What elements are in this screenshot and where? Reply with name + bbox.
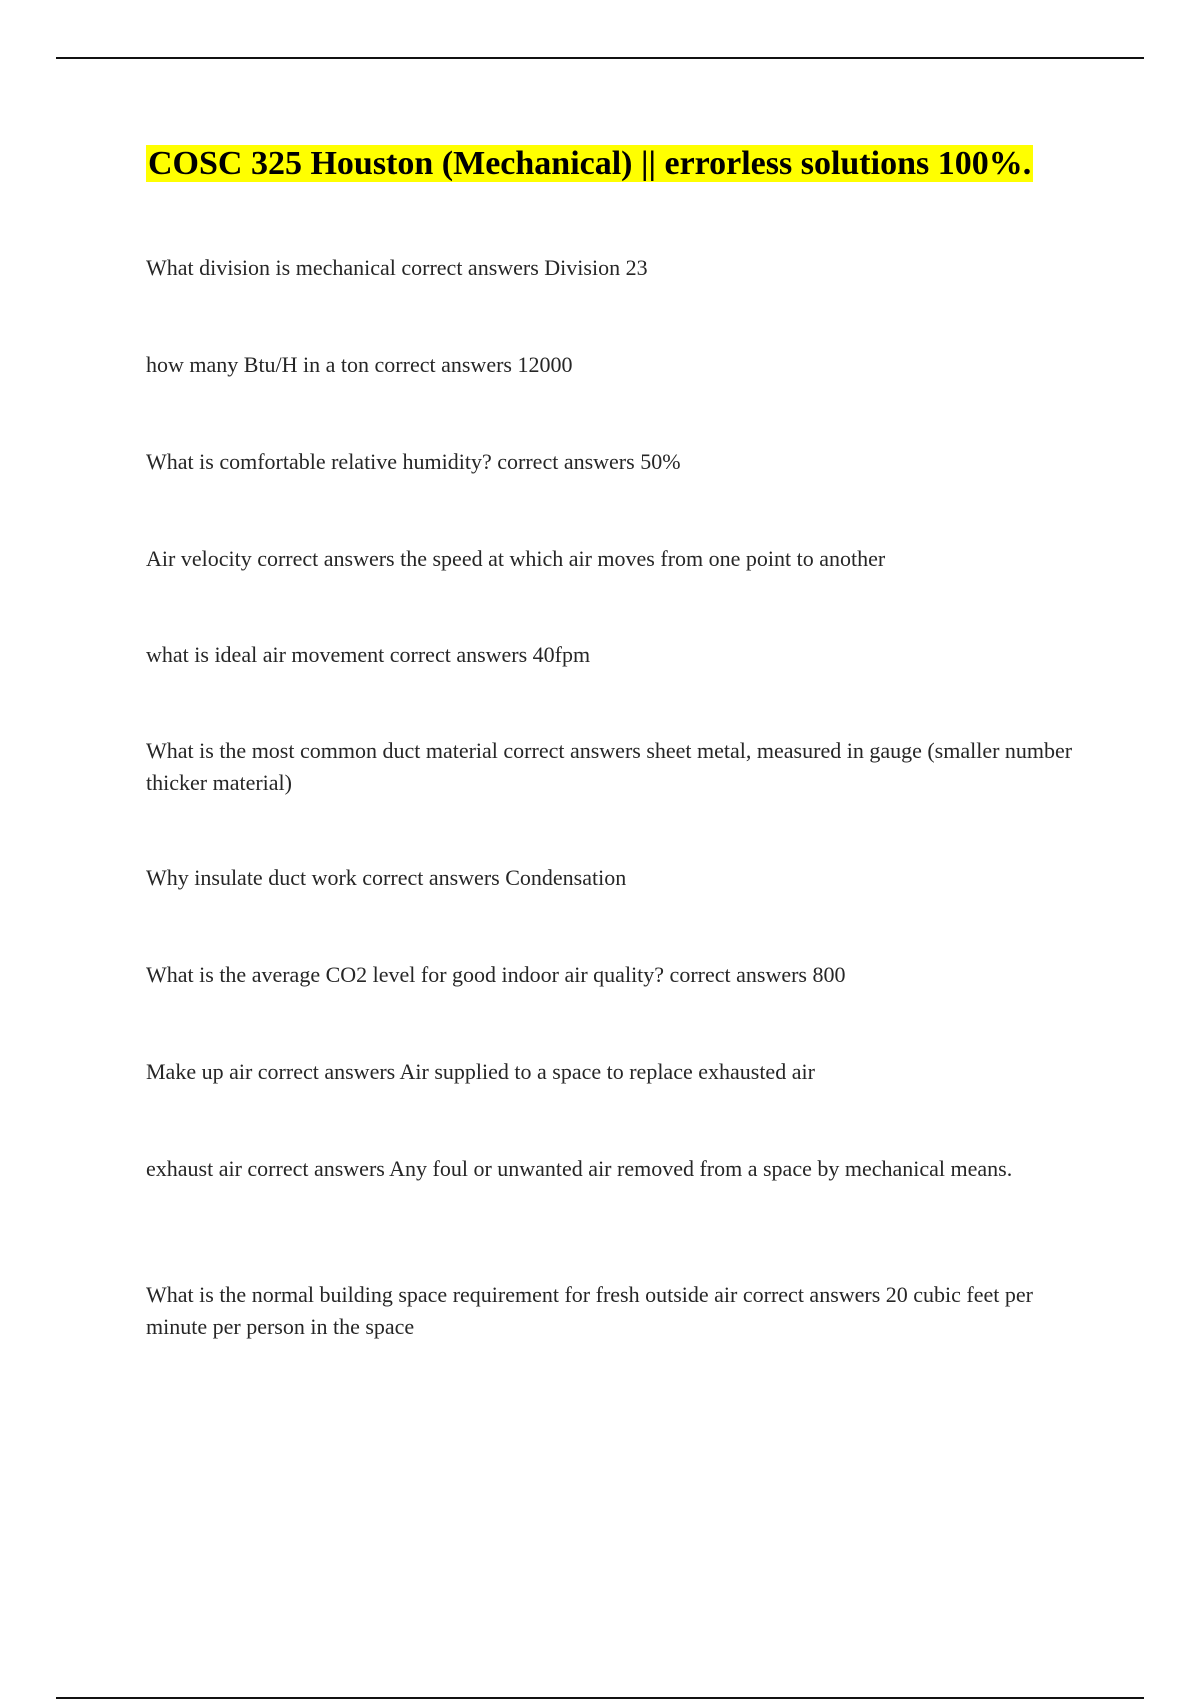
- qa-item-3: What is comfortable relative humidity? correct answers 50%: [146, 449, 681, 474]
- qa-item-6: What is the most common duct material correct answers sheet metal, measured in gauge (smaller number thicker material): [146, 738, 1073, 795]
- qa-item-7: Why insulate duct work correct answers Condensation: [146, 865, 627, 890]
- qa-item-11: What is the normal building space requirement for fresh outside air correct answers 20 cubic feet per minute per person in the space: [146, 1282, 1033, 1339]
- title-block: [146, 140, 1096, 188]
- qa-item-8: What is the average CO2 level for good indoor air quality? correct answers 800: [146, 962, 846, 987]
- top-rule: [56, 57, 1144, 59]
- qa-item-5: what is ideal air movement correct answers 40fpm: [146, 642, 591, 667]
- qa-item-9: Make up air correct answers Air supplied to a space to replace exhausted air: [146, 1059, 815, 1084]
- qa-item-4: Air velocity correct answers the speed at which air moves from one point to another: [146, 546, 886, 571]
- qa-item-1: What division is mechanical correct answers Division 23: [146, 255, 648, 280]
- qa-item-10: exhaust air correct answers Any foul or unwanted air removed from a space by mechanical means.: [146, 1156, 1013, 1181]
- bottom-rule: [56, 1697, 1144, 1699]
- document-body: [146, 140, 1096, 1339]
- qa-item-2: how many Btu/H in a ton correct answers 12000: [146, 352, 573, 377]
- document-title: COSC 325 Houston (Mechanical) || errorless solutions 100%.: [148, 145, 1032, 182]
